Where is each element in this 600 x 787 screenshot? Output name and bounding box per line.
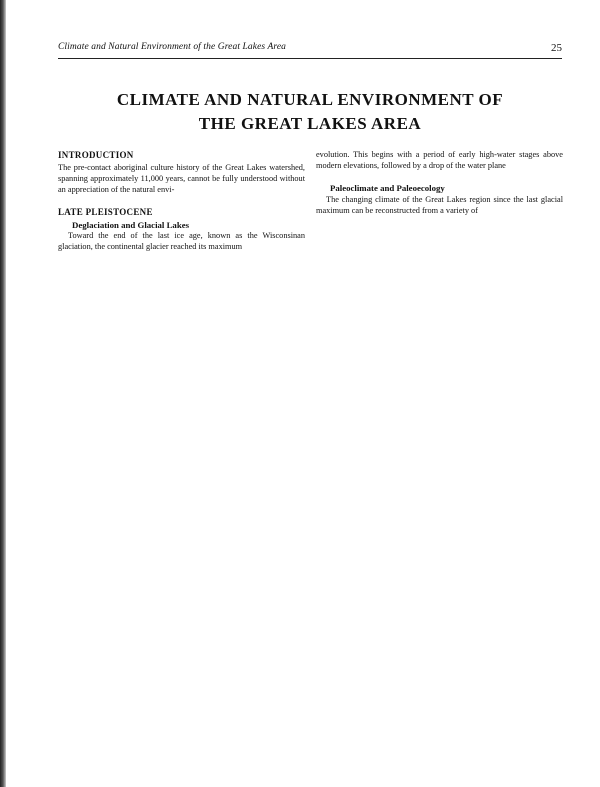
header-rule xyxy=(58,58,562,59)
subheading-paleoclimate: Paleoclimate and Paleoecology xyxy=(330,182,445,193)
subheading-deglaciation: Deglaciation and Glacial Lakes xyxy=(72,219,190,230)
page-binding-shadow xyxy=(0,0,6,787)
section-heading-introduction: INTRODUCTION xyxy=(58,150,134,160)
paleoclimate-paragraph: The changing climate of the Great Lakes region since the last glacial maximum can be reconstructed from a variety of xyxy=(316,194,563,215)
introduction-paragraph: The pre-contact aboriginal culture history of the Great Lakes watershed, spanning approximately 11,000 years, cannot be fully understood without an appreciation of the natural envi- xyxy=(58,162,305,194)
chapter-title-line-1: CLIMATE AND NATURAL ENVIRONMENT OF xyxy=(116,90,504,109)
section-heading-late-pleistocene: LATE PLEISTOCENE xyxy=(58,206,153,217)
chapter-title-line-2: THE GREAT LAKES AREA xyxy=(198,114,422,133)
right-column xyxy=(316,150,563,220)
deglaciation-paragraph: Toward the end of the last ice age, known as the Wisconsinan glaciation, the continental glacier reached its maximum xyxy=(58,231,305,252)
chapter-title xyxy=(58,88,562,136)
page-number: 25 xyxy=(551,42,562,54)
left-column xyxy=(58,150,305,256)
continuation-paragraph: evolution. This begins with a period of early high-water stages above modern elevations, followed by a drop of the water plane xyxy=(316,150,563,170)
running-header: Climate and Natural Environment of the Great Lakes Area xyxy=(58,42,287,52)
